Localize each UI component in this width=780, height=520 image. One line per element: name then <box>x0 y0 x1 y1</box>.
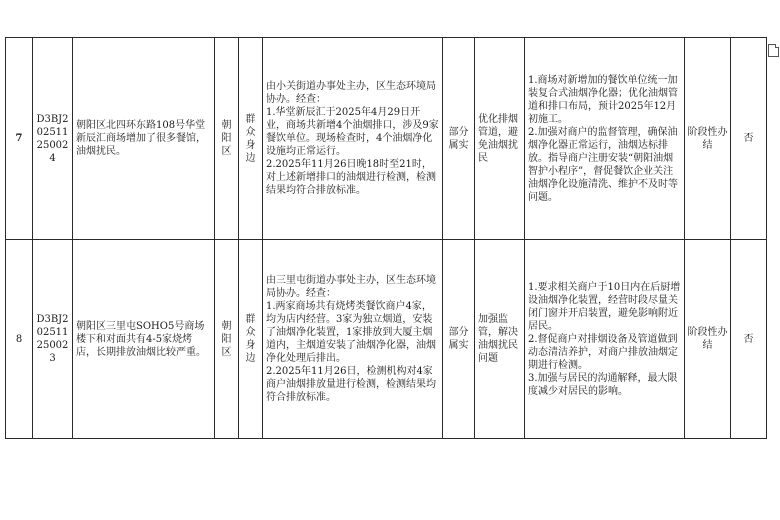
flag-cell: 否 <box>731 38 767 240</box>
page-icon[interactable] <box>768 44 779 57</box>
type-text: 群众身边 <box>245 113 256 164</box>
case-code: D3BJ2 02511 25002 4 <box>33 38 73 240</box>
result-cell: 加强监管，解决油烟扰民问题 <box>475 240 525 439</box>
stage-cell: 阶段性办结 <box>685 38 731 240</box>
flag-cell: 否 <box>731 240 767 439</box>
type-text: 群众身边 <box>245 314 256 364</box>
rectification-measures: 1.要求相关商户于10日内在后厨增设油烟净化装置，经营时段尽量关闭门窗并开启装置，避免影响附近居民。 2.督促商户对排烟设备及管道做到动态清洁养护，对商户排放油烟定期进行检测。 3.加强与居民的沟通解释，最大限度减少对居民的影响。 <box>525 240 685 439</box>
complaint-description: 朝阳区三里屯SOHO5号商场楼下和对面共有4-5家烧烤店，长期排放油烟比较严重。 <box>73 240 215 439</box>
type-cell <box>239 38 263 240</box>
rectification-measures: 1.商场对新增加的餐饮单位统一加装复合式油烟净化器；优化油烟管道和排口布局，预计2025年12月初施工。 2.加强对商户的监督管理，确保油烟净化器正常运行，油烟达标排放。指导商户注册安装“朝阳油烟智护小程序”，督促餐饮企业关注油烟净化设施清洗、维护不及时等问题。 <box>525 38 685 240</box>
district-cell <box>215 38 239 240</box>
result-cell: 优化排烟管道，避免油烟扰民 <box>475 38 525 240</box>
verification-cell <box>443 38 475 240</box>
complaint-description: 朝阳区北四环东路108号华堂新辰汇商场增加了很多餐馆，油烟扰民。 <box>73 38 215 240</box>
district-cell <box>215 240 239 439</box>
district-text: 朝阳区 <box>221 320 232 358</box>
investigation-details: 由三里屯街道办事处主办，区生态环境局协办。经查： 1.两家商场共有烧烤类餐饮商户4家，均为店内经营。3家为独立烟道，安装了油烟净化装置，1家排放到大厦主烟道内，主烟道安装了油烟净化器，油烟净化处理后排出。 2.2025年11月26日，检测机构对4家商户油烟排放量进行检测，检测结果均符合排放标准。 <box>263 240 443 439</box>
row-index: 7 <box>6 38 33 240</box>
verification-text: 部分属实 <box>448 327 469 351</box>
complaint-table <box>5 37 767 439</box>
case-code: D3BJ2 02511 25002 3 <box>33 240 73 439</box>
row-index: 8 <box>6 240 33 439</box>
district-text: 朝阳区 <box>221 120 232 157</box>
investigation-details: 由小关街道办事处主办，区生态环境局协办。经查： 1.华堂新辰汇于2025年4月29日开业，商场共新增4个油烟排口，涉及9家餐饮单位。现场检查时，4个油烟净化设施均正常运行。 2.2025年11月26日晚18时至21时，对上述新增排口的油烟进行检测，检测结果均符合排放标准。 <box>263 38 443 240</box>
stage-cell: 阶段性办结 <box>685 240 731 439</box>
table-row <box>6 240 767 439</box>
verification-text: 部分属实 <box>448 126 469 151</box>
verification-cell <box>443 240 475 439</box>
type-cell <box>239 240 263 439</box>
table-row <box>6 38 767 240</box>
